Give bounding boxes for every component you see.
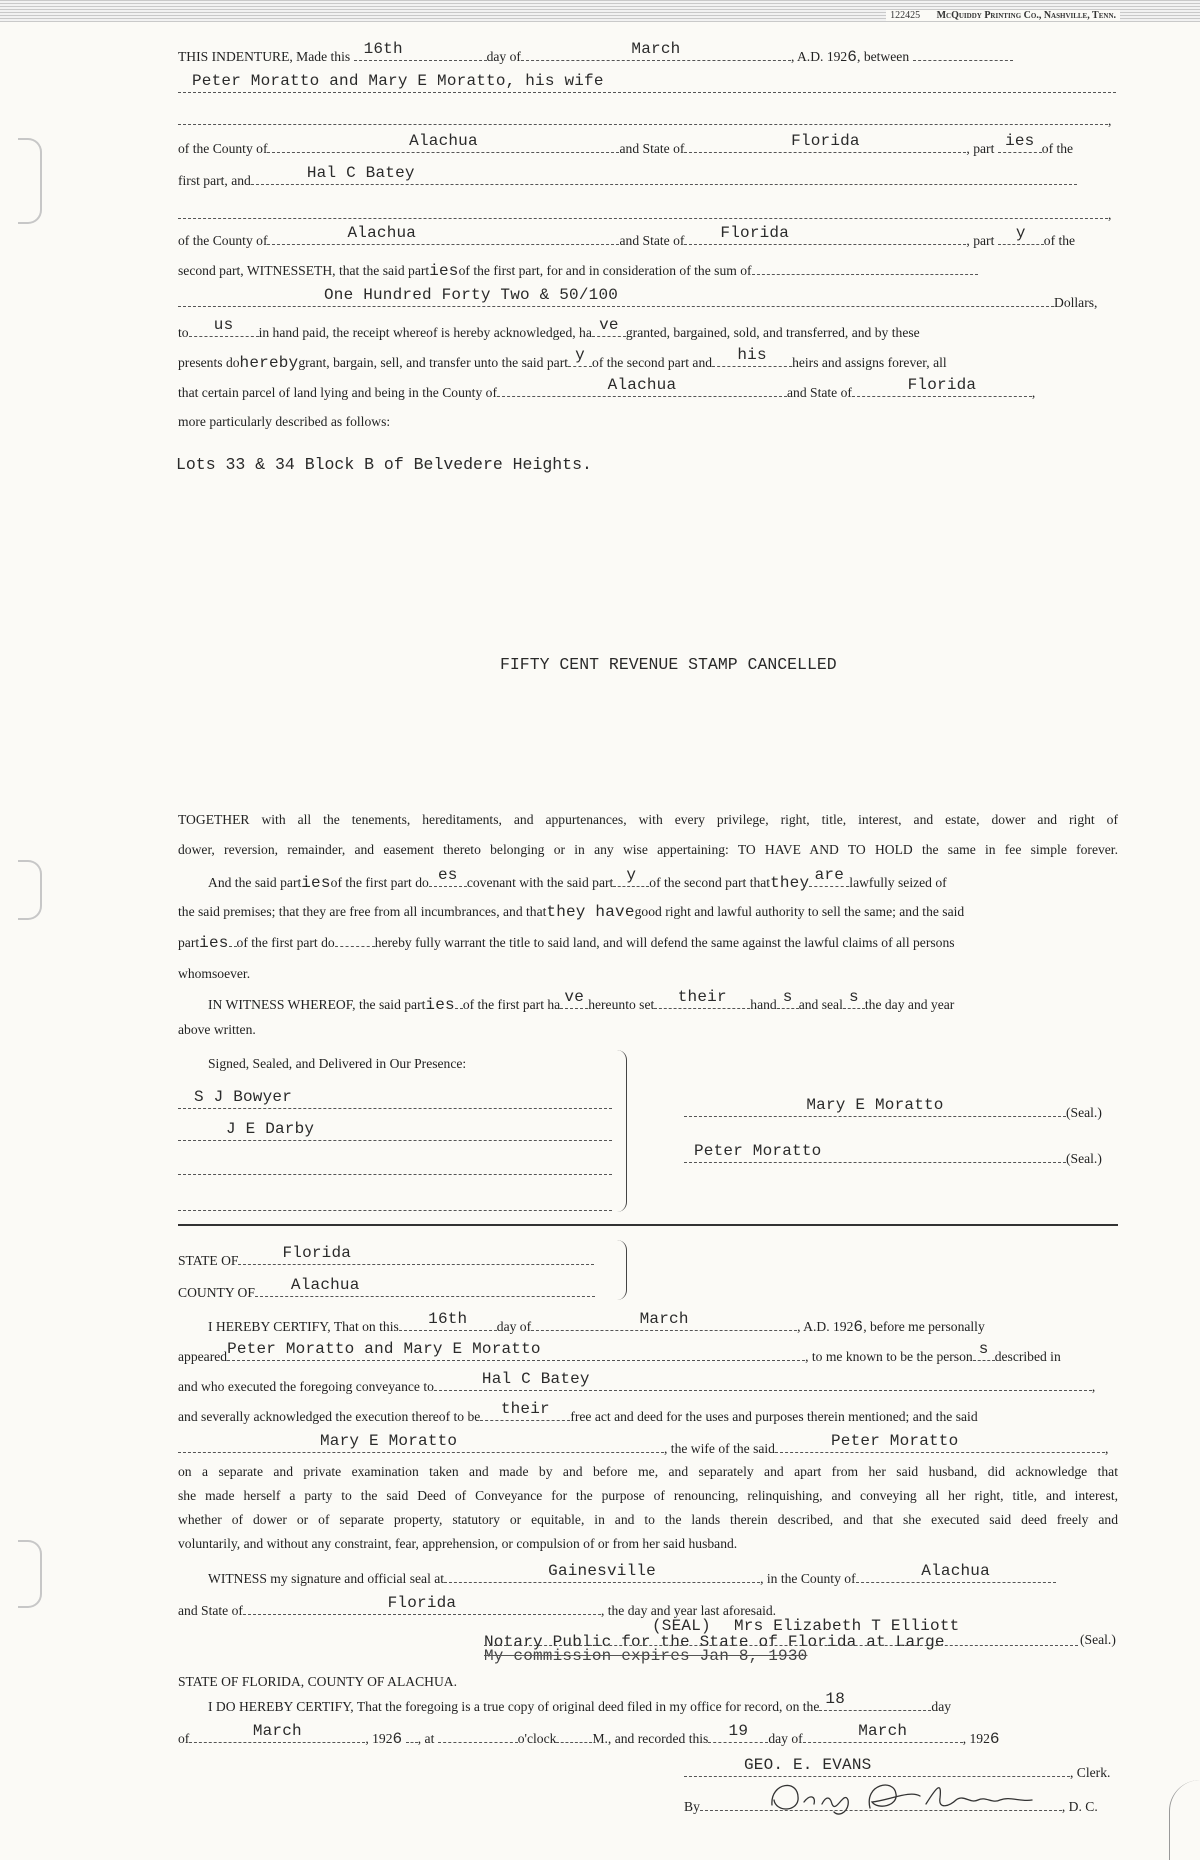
indenture-month: March bbox=[631, 40, 681, 58]
ack-county: Alachua bbox=[290, 1276, 360, 1294]
indenture-line-5 bbox=[178, 164, 1116, 191]
revenue-stamp-note: FIFTY CENT REVENUE STAMP CANCELLED bbox=[500, 655, 837, 674]
recorded-day: 19 bbox=[728, 1722, 749, 1740]
legal-description: Lots 33 & 34 Block B of Belvedere Heights. bbox=[176, 455, 592, 474]
ack-day: 16th bbox=[428, 1310, 468, 1328]
consideration-sum: One Hundred Forty Two & 50/100 bbox=[324, 286, 619, 304]
before-me-text: , before me personally bbox=[863, 1319, 985, 1334]
witness-whereof-line bbox=[208, 988, 1118, 1015]
day-word: day bbox=[931, 1699, 952, 1714]
severally-text: and severally acknowledged the execution thereof to be bbox=[178, 1409, 481, 1424]
covenant-ies: ies bbox=[301, 874, 331, 892]
premises-text: the said premises; that they are free from all incumbrances, and that bbox=[178, 904, 547, 919]
part-suffix-1: ies bbox=[1005, 132, 1035, 150]
county-1: Alachua bbox=[409, 132, 478, 150]
indenture-intro: THIS INDENTURE, Made this bbox=[178, 49, 351, 64]
of-county-label: of the County of bbox=[178, 141, 268, 156]
page-corner-curl bbox=[1169, 1780, 1200, 1860]
said-part-suffix: ies bbox=[429, 262, 459, 280]
of-label: of bbox=[178, 1731, 190, 1746]
to-value: us bbox=[213, 316, 234, 334]
county-2: Alachua bbox=[347, 224, 417, 242]
and-state-label: and State of bbox=[619, 141, 685, 156]
appeared-label: appeared bbox=[178, 1349, 228, 1364]
indenture-line-4 bbox=[178, 132, 1116, 159]
ack-witness-line bbox=[208, 1562, 1118, 1589]
day-of-label: day of bbox=[496, 1319, 532, 1334]
hereby-typed: hereby bbox=[239, 354, 299, 372]
warrant-text-2: hereby fully warrant the title to said land, and will defend the same against the lawful claims of all persons bbox=[374, 935, 955, 950]
hand-text: hand bbox=[750, 997, 777, 1012]
ack-para-1: on a separate and private examination taken and made by and before me, and separately and apart from her said husband, did acknowledge that bbox=[178, 1464, 1118, 1479]
ack-para-2: she made herself a party to the said Deed of Conveyance for the purpose of renouncing, relinquishing, and conveying all her right, title, and interest, bbox=[178, 1488, 1118, 1503]
witness-sig-text: WITNESS my signature and official seal at bbox=[208, 1571, 445, 1586]
county-3: Alachua bbox=[607, 376, 677, 394]
second-part-and-text: of the second part and bbox=[592, 355, 713, 370]
county-of-label: COUNTY OF bbox=[178, 1285, 255, 1300]
deputy-clerk-signature bbox=[760, 1770, 1060, 1820]
day-of-label: day of bbox=[768, 1731, 803, 1746]
grant-part-suffix: y bbox=[575, 346, 585, 364]
in-county-text: , in the County of bbox=[760, 1571, 856, 1586]
covenant-y: y bbox=[626, 866, 637, 884]
covenant-they-have: they have bbox=[546, 903, 635, 921]
and-said-part-text: And the said part bbox=[208, 875, 302, 890]
covenant-line-3 bbox=[178, 932, 1116, 953]
covenant-text: covenant with the said part bbox=[466, 875, 614, 890]
free-act-text: free act and deed for the uses and purposes therein mentioned; and the said bbox=[570, 1409, 978, 1424]
and-state-label: and State of bbox=[178, 1603, 243, 1618]
recording-certify-line bbox=[208, 1690, 1118, 1717]
section-divider bbox=[178, 1224, 1118, 1226]
year-digit-1: 6 bbox=[392, 1730, 403, 1748]
covenant-they: they bbox=[770, 874, 810, 892]
notary-seal-mark: (SEAL) bbox=[652, 1617, 711, 1635]
state-1: Florida bbox=[791, 132, 860, 150]
signed-sealed-text: Signed, Sealed, and Delivered in Our Presence: bbox=[208, 1056, 467, 1071]
at-label: , at bbox=[417, 1731, 435, 1746]
of-first-part-do-text: of the first part do bbox=[330, 875, 429, 890]
seal-s: s bbox=[848, 988, 859, 1006]
ack-county-line bbox=[178, 1276, 618, 1303]
notary-name: Mrs Elizabeth T Elliott bbox=[734, 1617, 960, 1635]
indenture-day: 16th bbox=[363, 40, 403, 58]
of-the-label: of the bbox=[1043, 233, 1076, 248]
ad-label: A.D. 192 bbox=[796, 49, 848, 64]
known-text: , to me known to be the person bbox=[805, 1349, 973, 1364]
in-hand-text: in hand paid, the receipt whereof is hereby acknowledged, ha bbox=[258, 325, 592, 340]
filed-month: March bbox=[252, 1722, 302, 1740]
year-digit-2: 6 bbox=[989, 1730, 1000, 1748]
grantor-sig-line-1 bbox=[684, 1096, 1124, 1123]
part-label: , part bbox=[966, 141, 995, 156]
seal-label: (Seal.) bbox=[1066, 1151, 1102, 1166]
witness-2-name: J E Darby bbox=[226, 1120, 315, 1138]
ack-their: their bbox=[500, 1400, 550, 1418]
wife-name: Mary E Moratto bbox=[320, 1432, 458, 1450]
grantors-name: Peter Moratto and Mary E Moratto, his wife bbox=[192, 72, 604, 90]
witness-line-3 bbox=[178, 1160, 612, 1181]
warrant-text-1: of the first part do bbox=[236, 935, 335, 950]
grantor-1-signature: Mary E Moratto bbox=[806, 1096, 944, 1114]
witness-text: IN WITNESS WHEREOF, the said part bbox=[208, 997, 426, 1012]
recording-certify-text: I DO HEREBY CERTIFY, That the foregoing is a true copy of original deed filed in my office for record, on the bbox=[208, 1699, 820, 1714]
notary-state: Florida bbox=[387, 1594, 457, 1612]
described-in-text: described in bbox=[994, 1349, 1061, 1364]
indenture-line-12: that certain parcel of land lying and being in the County of Alachua and State of Florida , bbox=[178, 376, 1036, 400]
printer-company: McQuiddy Printing Co., Nashville, Tenn. bbox=[936, 10, 1116, 21]
ack-month: March bbox=[639, 1310, 689, 1328]
recording-dates-line bbox=[178, 1722, 1116, 1749]
granted-text: granted, bargained, sold, and transferred, and by these bbox=[625, 325, 920, 340]
form-number: 122425 bbox=[890, 10, 921, 21]
together-line-2: dower, reversion, remainder, and easement thereto belonging or in any wise appertaining: TO HAVE AND TO HOLD the same in fee simple forever. bbox=[178, 842, 1118, 857]
filed-day: 18 bbox=[825, 1690, 845, 1708]
notary-city: Gainesville bbox=[548, 1562, 656, 1580]
good-right-text: good right and lawful authority to sell the same; and the said bbox=[634, 904, 965, 919]
recorded-text: M., and recorded this bbox=[592, 1731, 709, 1746]
notary-signature-line bbox=[484, 1631, 1078, 1646]
venue-brace bbox=[616, 1240, 627, 1300]
grant-text: grant, bargain, sell, and transfer unto the said part bbox=[298, 355, 569, 370]
second-part-text: second part, WITNESSETH, that the said part bbox=[178, 263, 430, 278]
part-word: part bbox=[178, 935, 200, 950]
recording-header: STATE OF FLORIDA, COUNTY OF ALACHUA. bbox=[178, 1674, 457, 1689]
of-the-label: of the bbox=[1041, 141, 1074, 156]
part-label: , part bbox=[966, 233, 995, 248]
covenant-line-1 bbox=[208, 866, 1118, 893]
ack-certify-line bbox=[208, 1310, 1118, 1337]
indenture-line-8 bbox=[178, 260, 1116, 281]
husband-name: Peter Moratto bbox=[830, 1432, 959, 1450]
state-3: Florida bbox=[907, 376, 977, 394]
witness-ve: ve bbox=[564, 988, 584, 1006]
state-2: Florida bbox=[720, 224, 790, 242]
parcel-text: that certain parcel of land lying and being in the County of bbox=[178, 385, 497, 400]
ack-grantee: Hal C Batey bbox=[481, 1370, 590, 1388]
day-of-label: day of bbox=[486, 49, 521, 64]
to-label: to bbox=[178, 325, 189, 340]
witness-1-name: S J Bowyer bbox=[194, 1088, 293, 1106]
recorded-month: March bbox=[858, 1722, 908, 1740]
certify-text: I HEREBY CERTIFY, That on this bbox=[208, 1319, 399, 1334]
printer-imprint bbox=[886, 10, 1120, 21]
indenture-line-7 bbox=[178, 224, 1116, 251]
and-state-label: and State of bbox=[786, 385, 852, 400]
clerk-label: , Clerk. bbox=[1070, 1765, 1111, 1780]
witness-ies: ies bbox=[425, 996, 455, 1014]
whomsoever-text: whomsoever. bbox=[178, 966, 251, 981]
indenture-line-11 bbox=[178, 346, 1116, 373]
covenant-are: are bbox=[814, 866, 844, 884]
and-state-label: and State of bbox=[619, 233, 685, 248]
wife-of-text: , the wife of the said bbox=[664, 1441, 775, 1456]
have-suffix: ve bbox=[599, 316, 619, 334]
binder-hole bbox=[18, 138, 42, 224]
indenture-line-1: THIS INDENTURE, Made this 16th day of March , A.D. 1926, between bbox=[178, 46, 1116, 67]
binder-hole bbox=[18, 1540, 42, 1608]
together-line-1: TOGETHER with all the tenements, hereditaments, and appurtenances, with every privilege, right, title, interest, and estate, dower and right of bbox=[178, 812, 1118, 827]
warrant-ies: ies bbox=[199, 934, 229, 952]
oclock-label: o'clock bbox=[517, 1731, 557, 1746]
ack-persons: Peter Moratto and Mary E Moratto bbox=[227, 1340, 541, 1358]
ack-state: Florida bbox=[282, 1244, 352, 1262]
ack-state-aforesaid-line bbox=[178, 1594, 1116, 1621]
indenture-line-9 bbox=[178, 286, 1116, 313]
ack-year-digit: 6 bbox=[853, 1318, 864, 1336]
seal-text: and seal bbox=[798, 997, 843, 1012]
signature-brace bbox=[616, 1050, 627, 1212]
second-part-that-text: of the second part that bbox=[649, 875, 771, 890]
indenture-line-2 bbox=[178, 72, 1116, 99]
ad-label: , A.D. 192 bbox=[797, 1319, 854, 1334]
notary-commission: My commission expires Jan 8, 1930 bbox=[484, 1647, 808, 1665]
clerk-name: GEO. E. EVANS bbox=[744, 1756, 872, 1774]
persons-s: s bbox=[978, 1340, 989, 1358]
grantee-name: Hal C Batey bbox=[306, 164, 415, 182]
ack-state-line bbox=[178, 1244, 618, 1271]
by-label: By bbox=[684, 1799, 700, 1814]
notary-seal-label: (Seal.) bbox=[1080, 1632, 1116, 1647]
witness-text-3: hereunto set bbox=[588, 997, 655, 1012]
notary-county: Alachua bbox=[921, 1562, 990, 1580]
ack-appeared-line bbox=[178, 1340, 1116, 1367]
ack-severally-line bbox=[178, 1400, 1116, 1427]
first-part-and-label: first part, and bbox=[178, 173, 251, 188]
ack-wife-line: Mary E Moratto , the wife of the said Peter Moratto , bbox=[178, 1438, 1116, 1459]
state-of-label: STATE OF bbox=[178, 1253, 239, 1268]
of-county-label: of the County of bbox=[178, 233, 268, 248]
year-label-1: , 192 bbox=[365, 1731, 393, 1746]
executed-text: and who executed the foregoing conveyance to bbox=[178, 1379, 434, 1394]
covenant-es: es bbox=[438, 866, 458, 884]
ack-para-3: whether of dower or of separate property, statutory or equitable, in and to the lands therein described, and that she executed said deed freely and bbox=[178, 1512, 1118, 1527]
lawfully-text: lawfully seized of bbox=[849, 875, 947, 890]
witness-line-4 bbox=[178, 1196, 612, 1217]
ack-para-4: voluntarily, and without any constraint, fear, apprehension, or compulsion of or from her said husband. bbox=[178, 1536, 738, 1551]
hand-s: s bbox=[782, 988, 793, 1006]
grantor-sig-line-2 bbox=[684, 1142, 1124, 1169]
above-written-text: above written. bbox=[178, 1022, 256, 1037]
notary-title: Notary Public for the State of Florida at Large bbox=[484, 1633, 945, 1651]
his-typed: his bbox=[737, 346, 767, 364]
dc-label: , D. C. bbox=[1061, 1799, 1098, 1814]
presents-do-text: presents do bbox=[178, 355, 240, 370]
indenture-line-6: , bbox=[178, 204, 1116, 225]
witness-their: their bbox=[677, 988, 727, 1006]
seal-label: (Seal.) bbox=[1066, 1105, 1102, 1120]
day-year-text: the day and year bbox=[864, 997, 955, 1012]
consideration-text: of the first part, for and in consideration of the sum of bbox=[458, 263, 752, 278]
indenture-line-10 bbox=[178, 316, 1116, 343]
witness-text-2: of the first part ha bbox=[462, 997, 561, 1012]
covenant-line-2 bbox=[178, 902, 1116, 922]
heirs-text: heirs and assigns forever, all bbox=[792, 355, 947, 370]
year-label-2: , 192 bbox=[962, 1731, 990, 1746]
part-suffix-2: y bbox=[1015, 224, 1026, 242]
grantor-2-signature: Peter Moratto bbox=[694, 1142, 822, 1160]
binder-hole bbox=[18, 860, 42, 920]
indenture-year-digit: 6 bbox=[847, 48, 858, 66]
witness-line-1 bbox=[178, 1088, 612, 1115]
between-label: , between bbox=[857, 49, 910, 64]
ack-executed-line: and who executed the foregoing conveyance to Hal C Batey , bbox=[178, 1370, 1096, 1394]
indenture-line-3: , bbox=[178, 110, 1116, 131]
dollars-label: Dollars, bbox=[1054, 295, 1098, 310]
described-text: more particularly described as follows: bbox=[178, 414, 391, 429]
last-aforesaid-text: , the day and year last aforesaid. bbox=[600, 1603, 777, 1618]
witness-line-2 bbox=[178, 1120, 612, 1147]
